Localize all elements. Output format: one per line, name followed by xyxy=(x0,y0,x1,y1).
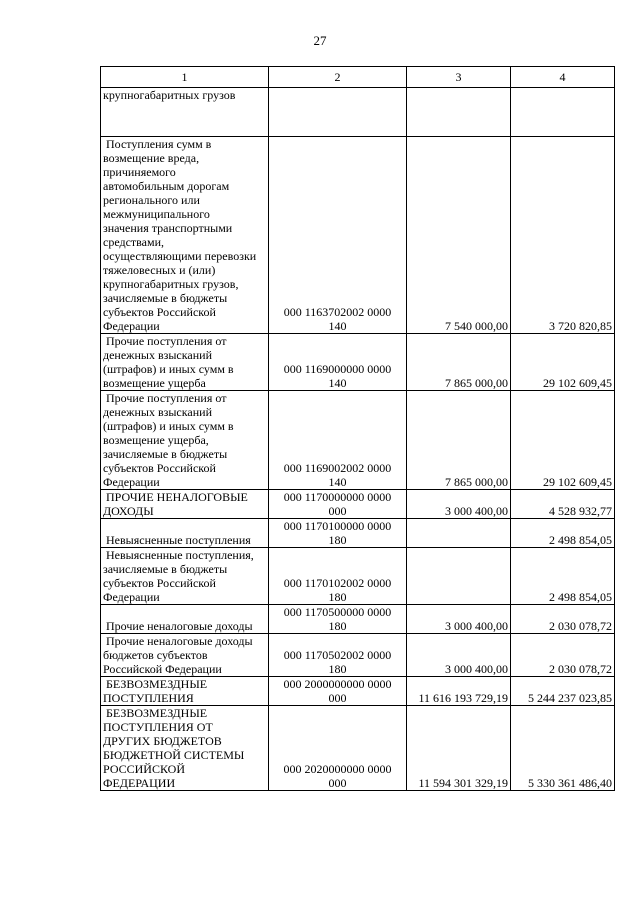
row-fact-cell xyxy=(511,548,615,605)
row-fact-cell-text: 4 528 932,77 xyxy=(549,504,612,518)
row-plan-cell xyxy=(407,88,511,137)
row-code-cell xyxy=(269,519,407,548)
row-name-cell xyxy=(101,677,269,706)
row-code-cell xyxy=(269,706,407,791)
table-row xyxy=(101,334,615,391)
row-code-cell xyxy=(269,605,407,634)
row-fact-cell-text: 2 498 854,05 xyxy=(549,590,612,604)
row-fact-cell-text: 2 498 854,05 xyxy=(549,533,612,547)
row-plan-cell xyxy=(407,391,511,490)
row-name-cell-text: БЕЗВОЗМЕЗДНЫЕ ПОСТУПЛЕНИЯ ОТ ДРУГИХ БЮДЖЕТОВ БЮДЖЕТНОЙ СИСТЕМЫ РОССИЙСКОЙ ФЕДЕРАЦИИ xyxy=(103,706,245,790)
row-plan-cell-text: 7 865 000,00 xyxy=(445,376,508,390)
table-row xyxy=(101,88,615,137)
table-header-row xyxy=(101,67,615,88)
row-fact-cell xyxy=(511,334,615,391)
table-row xyxy=(101,706,615,791)
row-fact-cell xyxy=(511,706,615,791)
row-fact-cell-text: 2 030 078,72 xyxy=(549,619,612,633)
row-plan-cell xyxy=(407,634,511,677)
row-plan-cell xyxy=(407,548,511,605)
table-row xyxy=(101,605,615,634)
row-fact-cell xyxy=(511,490,615,519)
row-code-cell-text: 000 1169002002 0000 140 xyxy=(283,461,392,489)
row-code-cell xyxy=(269,88,407,137)
row-name-cell xyxy=(101,519,269,548)
row-plan-cell xyxy=(407,677,511,706)
row-code-cell xyxy=(269,334,407,391)
row-plan-cell xyxy=(407,706,511,791)
table-row xyxy=(101,548,615,605)
row-plan-cell-text: 7 540 000,00 xyxy=(445,319,508,333)
row-plan-cell-text: 7 865 000,00 xyxy=(445,475,508,489)
row-name-cell-text: Прочие неналоговые доходы xyxy=(103,619,253,633)
revenue-table xyxy=(100,66,615,791)
row-plan-cell xyxy=(407,137,511,334)
row-fact-cell-text: 5 244 237 023,85 xyxy=(528,691,612,705)
row-code-cell-text: 000 1170100000 0000 180 xyxy=(283,519,392,547)
row-code-cell-text: 000 1170500000 0000 180 xyxy=(283,605,392,633)
row-fact-cell xyxy=(511,137,615,334)
row-code-cell-text: 000 1169000000 0000 140 xyxy=(283,362,392,390)
row-name-cell-text: Прочие поступления от денежных взысканий (штрафов) и иных сумм в возмещение ущерба, зачисляемые в бюджеты субъектов Российской Федерации xyxy=(103,391,234,489)
row-name-cell xyxy=(101,706,269,791)
row-code-cell xyxy=(269,391,407,490)
row-fact-cell xyxy=(511,519,615,548)
row-name-cell-text: Невыясненные поступления xyxy=(103,533,251,547)
row-code-cell xyxy=(269,137,407,334)
row-name-cell xyxy=(101,634,269,677)
row-plan-cell xyxy=(407,605,511,634)
table-row xyxy=(101,391,615,490)
row-name-cell xyxy=(101,334,269,391)
row-name-cell-text: Прочие поступления от денежных взысканий (штрафов) и иных сумм в возмещение ущерба xyxy=(103,334,234,390)
row-plan-cell-text: 3 000 400,00 xyxy=(445,619,508,633)
row-plan-cell xyxy=(407,490,511,519)
row-name-cell xyxy=(101,605,269,634)
column-header-2: 2 xyxy=(269,67,407,88)
column-header-3: 3 xyxy=(407,67,511,88)
table-row xyxy=(101,677,615,706)
row-name-cell-text: крупногабаритных грузов xyxy=(103,88,236,102)
row-name-cell-text: БЕЗВОЗМЕЗДНЫЕ ПОСТУПЛЕНИЯ xyxy=(103,677,208,705)
row-fact-cell xyxy=(511,634,615,677)
row-fact-cell-text: 5 330 361 486,40 xyxy=(528,776,612,790)
row-plan-cell xyxy=(407,334,511,391)
row-fact-cell xyxy=(511,88,615,137)
table-row xyxy=(101,490,615,519)
row-name-cell-text: Прочие неналоговые доходы бюджетов субъектов Российской Федерации xyxy=(103,634,253,676)
row-fact-cell-text: 3 720 820,85 xyxy=(549,319,612,333)
row-code-cell-text: 000 1170502002 0000 180 xyxy=(283,648,392,676)
row-code-cell-text: 000 2000000000 0000 000 xyxy=(283,677,392,705)
row-name-cell-text: ПРОЧИЕ НЕНАЛОГОВЫЕ ДОХОДЫ xyxy=(103,490,248,518)
row-name-cell xyxy=(101,88,269,137)
row-plan-cell-text: 11 594 301 329,19 xyxy=(418,776,508,790)
table-row xyxy=(101,634,615,677)
row-code-cell-text: 000 1163702002 0000 140 xyxy=(283,305,392,333)
row-code-cell-text: 000 2020000000 0000 000 xyxy=(283,762,392,790)
table-row xyxy=(101,519,615,548)
row-code-cell xyxy=(269,490,407,519)
row-fact-cell xyxy=(511,677,615,706)
row-plan-cell-text: 3 000 400,00 xyxy=(445,662,508,676)
row-code-cell xyxy=(269,677,407,706)
row-plan-cell-text: 11 616 193 729,19 xyxy=(418,691,508,705)
row-name-cell xyxy=(101,490,269,519)
row-name-cell-text: Невыясненные поступления, зачисляемые в бюджеты субъектов Российской Федерации xyxy=(103,548,254,604)
row-code-cell xyxy=(269,548,407,605)
row-code-cell-text: 000 1170000000 0000 000 xyxy=(283,490,392,518)
row-fact-cell xyxy=(511,391,615,490)
column-header-4: 4 xyxy=(511,67,615,88)
row-name-cell-text: Поступления сумм в возмещение вреда, причиняемого автомобильным дорогам регионального или межмуниципального значения транспортными средствами, осуществляющими перевозки тяжеловесных и (или) крупногабаритных грузов, зачисляемые в бюджеты субъектов Российской Федерации xyxy=(103,137,257,333)
row-fact-cell-text: 2 030 078,72 xyxy=(549,662,612,676)
row-name-cell xyxy=(101,137,269,334)
row-code-cell-text: 000 1170102002 0000 180 xyxy=(283,576,392,604)
row-name-cell xyxy=(101,548,269,605)
row-fact-cell xyxy=(511,605,615,634)
column-header-1: 1 xyxy=(101,67,269,88)
table-row xyxy=(101,137,615,334)
row-code-cell xyxy=(269,634,407,677)
row-fact-cell-text: 29 102 609,45 xyxy=(543,475,612,489)
row-plan-cell xyxy=(407,519,511,548)
row-fact-cell-text: 29 102 609,45 xyxy=(543,376,612,390)
row-plan-cell-text: 3 000 400,00 xyxy=(445,504,508,518)
row-name-cell xyxy=(101,391,269,490)
page-number: 27 xyxy=(313,33,327,48)
